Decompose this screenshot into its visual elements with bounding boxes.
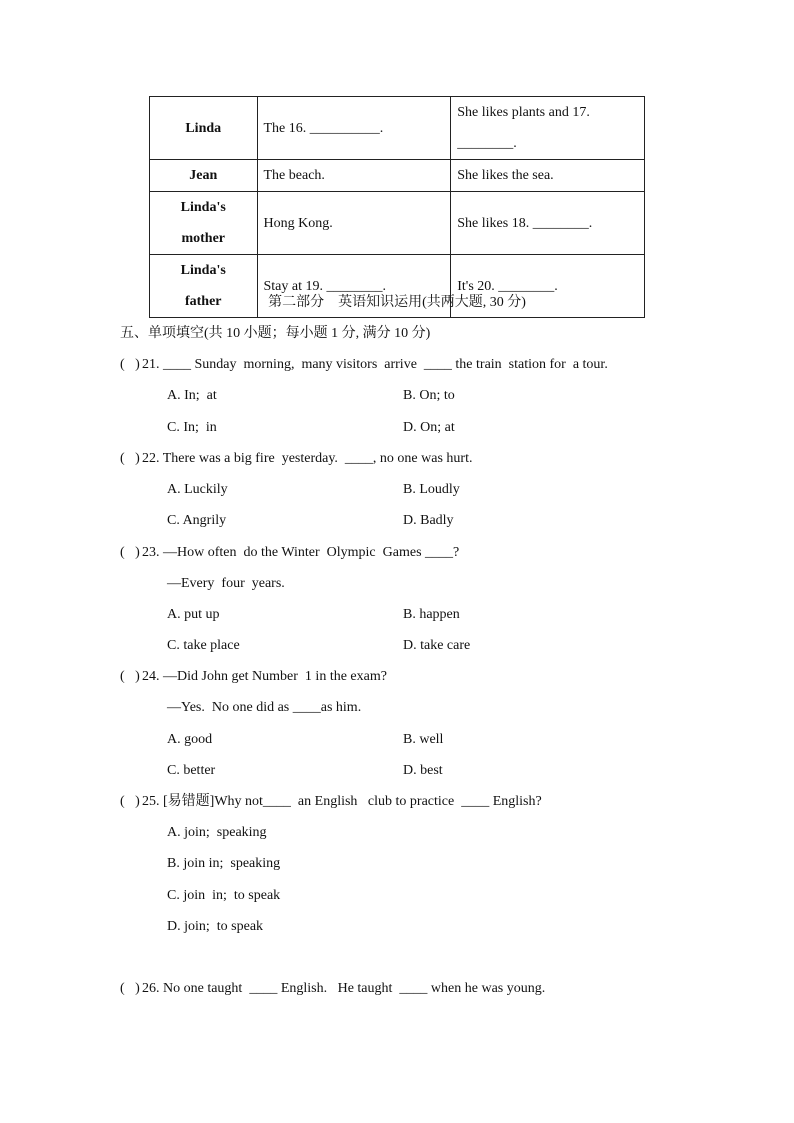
row-name-line: Linda's (180, 200, 226, 215)
option-c: C. join in; to speak (167, 888, 281, 903)
table-row (150, 192, 645, 255)
row-likes: She likes the sea. (451, 160, 645, 192)
row-name (150, 160, 258, 192)
question-23 (120, 542, 459, 564)
option-a: A. put up (167, 607, 220, 622)
row-name (150, 192, 258, 255)
table-row (150, 97, 645, 160)
option-b: B. well (403, 732, 444, 747)
question-22 (120, 448, 472, 470)
option-d: D. Badly (403, 513, 454, 528)
question-dialog-line: —Yes. No one did as ____as him. (167, 700, 362, 715)
option-b: B. join in; speaking (167, 856, 281, 871)
option-d: D. take care (403, 638, 471, 653)
row-name-line: Jean (189, 168, 218, 183)
row-place: The beach. (257, 160, 451, 192)
option-d: D. best (403, 763, 443, 778)
answer-paren[interactable]: ( ) (120, 451, 140, 466)
row-name (150, 97, 258, 160)
option-b: B. happen (403, 607, 460, 622)
option-d: D. On; at (403, 420, 455, 435)
question-stem: 22. There was a big fire yesterday. ____, no one was hurt. (142, 451, 473, 466)
question-stem: 21. ____ Sunday morning, many visitors arrive ____ the train station for a tour. (142, 357, 608, 372)
row-likes: It's 20. ________. (451, 255, 645, 318)
option-c: C. take place (167, 638, 240, 653)
question-25 (120, 791, 542, 813)
question-stem: 24. —Did John get Number 1 in the exam? (142, 669, 387, 684)
option-c: C. better (167, 763, 216, 778)
option-a: A. In; at (167, 388, 217, 403)
answer-paren[interactable]: ( ) (120, 981, 140, 996)
option-c: C. In; in (167, 420, 217, 435)
question-24 (120, 666, 387, 688)
question-stem: 23. —How often do the Winter Olympic Games ____? (142, 545, 460, 560)
option-b: B. On; to (403, 388, 455, 403)
table-row (150, 160, 645, 192)
row-name-line: mother (181, 231, 226, 246)
question-stem: 25. [易错题]Why not____ an English club to practice ____ English? (142, 794, 542, 809)
info-table (149, 96, 645, 318)
row-place: Stay at 19. ________. (257, 255, 451, 318)
option-b: B. Loudly (403, 482, 460, 497)
row-likes: She likes plants and 17. ________. (451, 97, 645, 160)
answer-paren[interactable]: ( ) (120, 357, 140, 372)
row-likes: She likes 18. ________. (451, 192, 645, 255)
option-a: A. Luckily (167, 482, 228, 497)
option-a: A. good (167, 732, 213, 747)
section-title: 五、单项填空(共 10 小题；每小题 1 分, 满分 10 分) (120, 326, 431, 341)
question-stem: 26. No one taught ____ English. He taught ____ when he was young. (142, 981, 546, 996)
row-place: The 16. __________. (257, 97, 451, 160)
part-title: 第二部分 英语知识运用(共两大题, 30 分) (268, 295, 526, 310)
question-21 (120, 354, 608, 376)
answer-paren[interactable]: ( ) (120, 545, 140, 560)
option-a: A. join; speaking (167, 825, 267, 840)
row-name-line: Linda (185, 120, 222, 136)
answer-paren[interactable]: ( ) (120, 669, 140, 684)
row-name-line: Linda's (180, 263, 226, 278)
answer-paren[interactable]: ( ) (120, 794, 140, 809)
question-dialog-line: —Every four years. (167, 576, 285, 591)
question-26 (120, 978, 545, 1000)
option-c: C. Angrily (167, 513, 227, 528)
row-place: Hong Kong. (257, 192, 451, 255)
row-name-line: father (184, 294, 222, 309)
option-d: D. join; to speak (167, 919, 264, 934)
